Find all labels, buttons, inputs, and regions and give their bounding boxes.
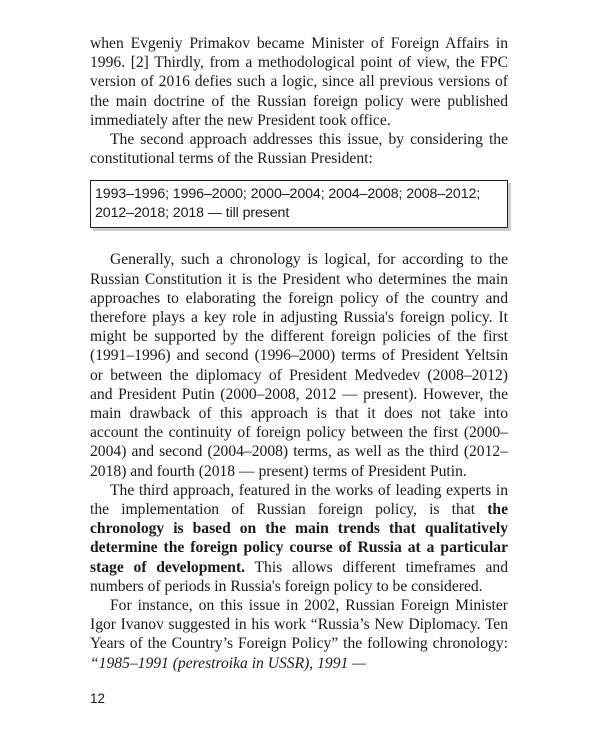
page-body bbox=[90, 34, 508, 673]
paragraph-1: when Evgeniy Primakov became Minister of Foreign Affairs in 1996. [2] Thirdly, from a methodological point of view, the FPC version of 2016 defies such a logic, since all previous versions of the main doctrine of the Russian foreign policy were published immediately after the new President took office. bbox=[90, 35, 508, 129]
paragraph-5 bbox=[90, 596, 508, 673]
terms-box-line-1: 1993–1996; 1996–2000; 2000–2004; 2004–2008; 2008–2012; bbox=[95, 186, 481, 203]
paragraph-4-bold-text: the chronology is based on the main trends that qualitatively determine the foreign policy course of Russia at a particular stage of development. bbox=[90, 501, 508, 576]
paragraph-3: Generally, such a chronology is logical, for according to the Russian Constitution it is the President who determines the main approaches to elaborating the foreign policy of the country and therefore plays a key role in adjusting Russia's foreign policy. It might be supported by the different foreign policies of the first (1991–1996) and second (1996–2000) terms of President Yeltsin or between the diplomacy of President Medvedev (2008–2012) and President Putin (2000–2008, 2012 — present). However, the main drawback of this approach is that it does not take into account the continuity of foreign policy between the first (2000–2004) and second (2004–2008) terms, as well as the third (2012–2018) and fourth (2018 — present) terms of President Putin. bbox=[90, 251, 508, 480]
paragraph-2: The second approach addresses this issue, by considering the constitutional terms of the Russian President: bbox=[90, 131, 508, 168]
terms-box bbox=[90, 180, 508, 228]
page-number: 12 bbox=[90, 691, 106, 706]
paragraph-5-text-a: For instance, on this issue in 2002, Russian Foreign Minister Igor Ivanov suggested in his work “Russia’s New Diplomacy. Ten Years of the Country’s Foreign Policy” the following chronology: bbox=[90, 597, 508, 653]
paragraph-4-text-a: The third approach, featured in the works of leading experts in the implementation of Russian foreign policy, is that bbox=[90, 481, 508, 519]
paragraph-4-text-c: This allows different timeframes and numbers of periods in Russia's foreign policy to be considered. bbox=[90, 558, 509, 595]
paragraph-4 bbox=[90, 481, 508, 596]
terms-box-line-2: 2012–2018; 2018 — till present bbox=[95, 205, 290, 222]
paragraph-5-italic-text: “1985–1991 (perestroika in USSR), 1991 — bbox=[90, 654, 367, 672]
